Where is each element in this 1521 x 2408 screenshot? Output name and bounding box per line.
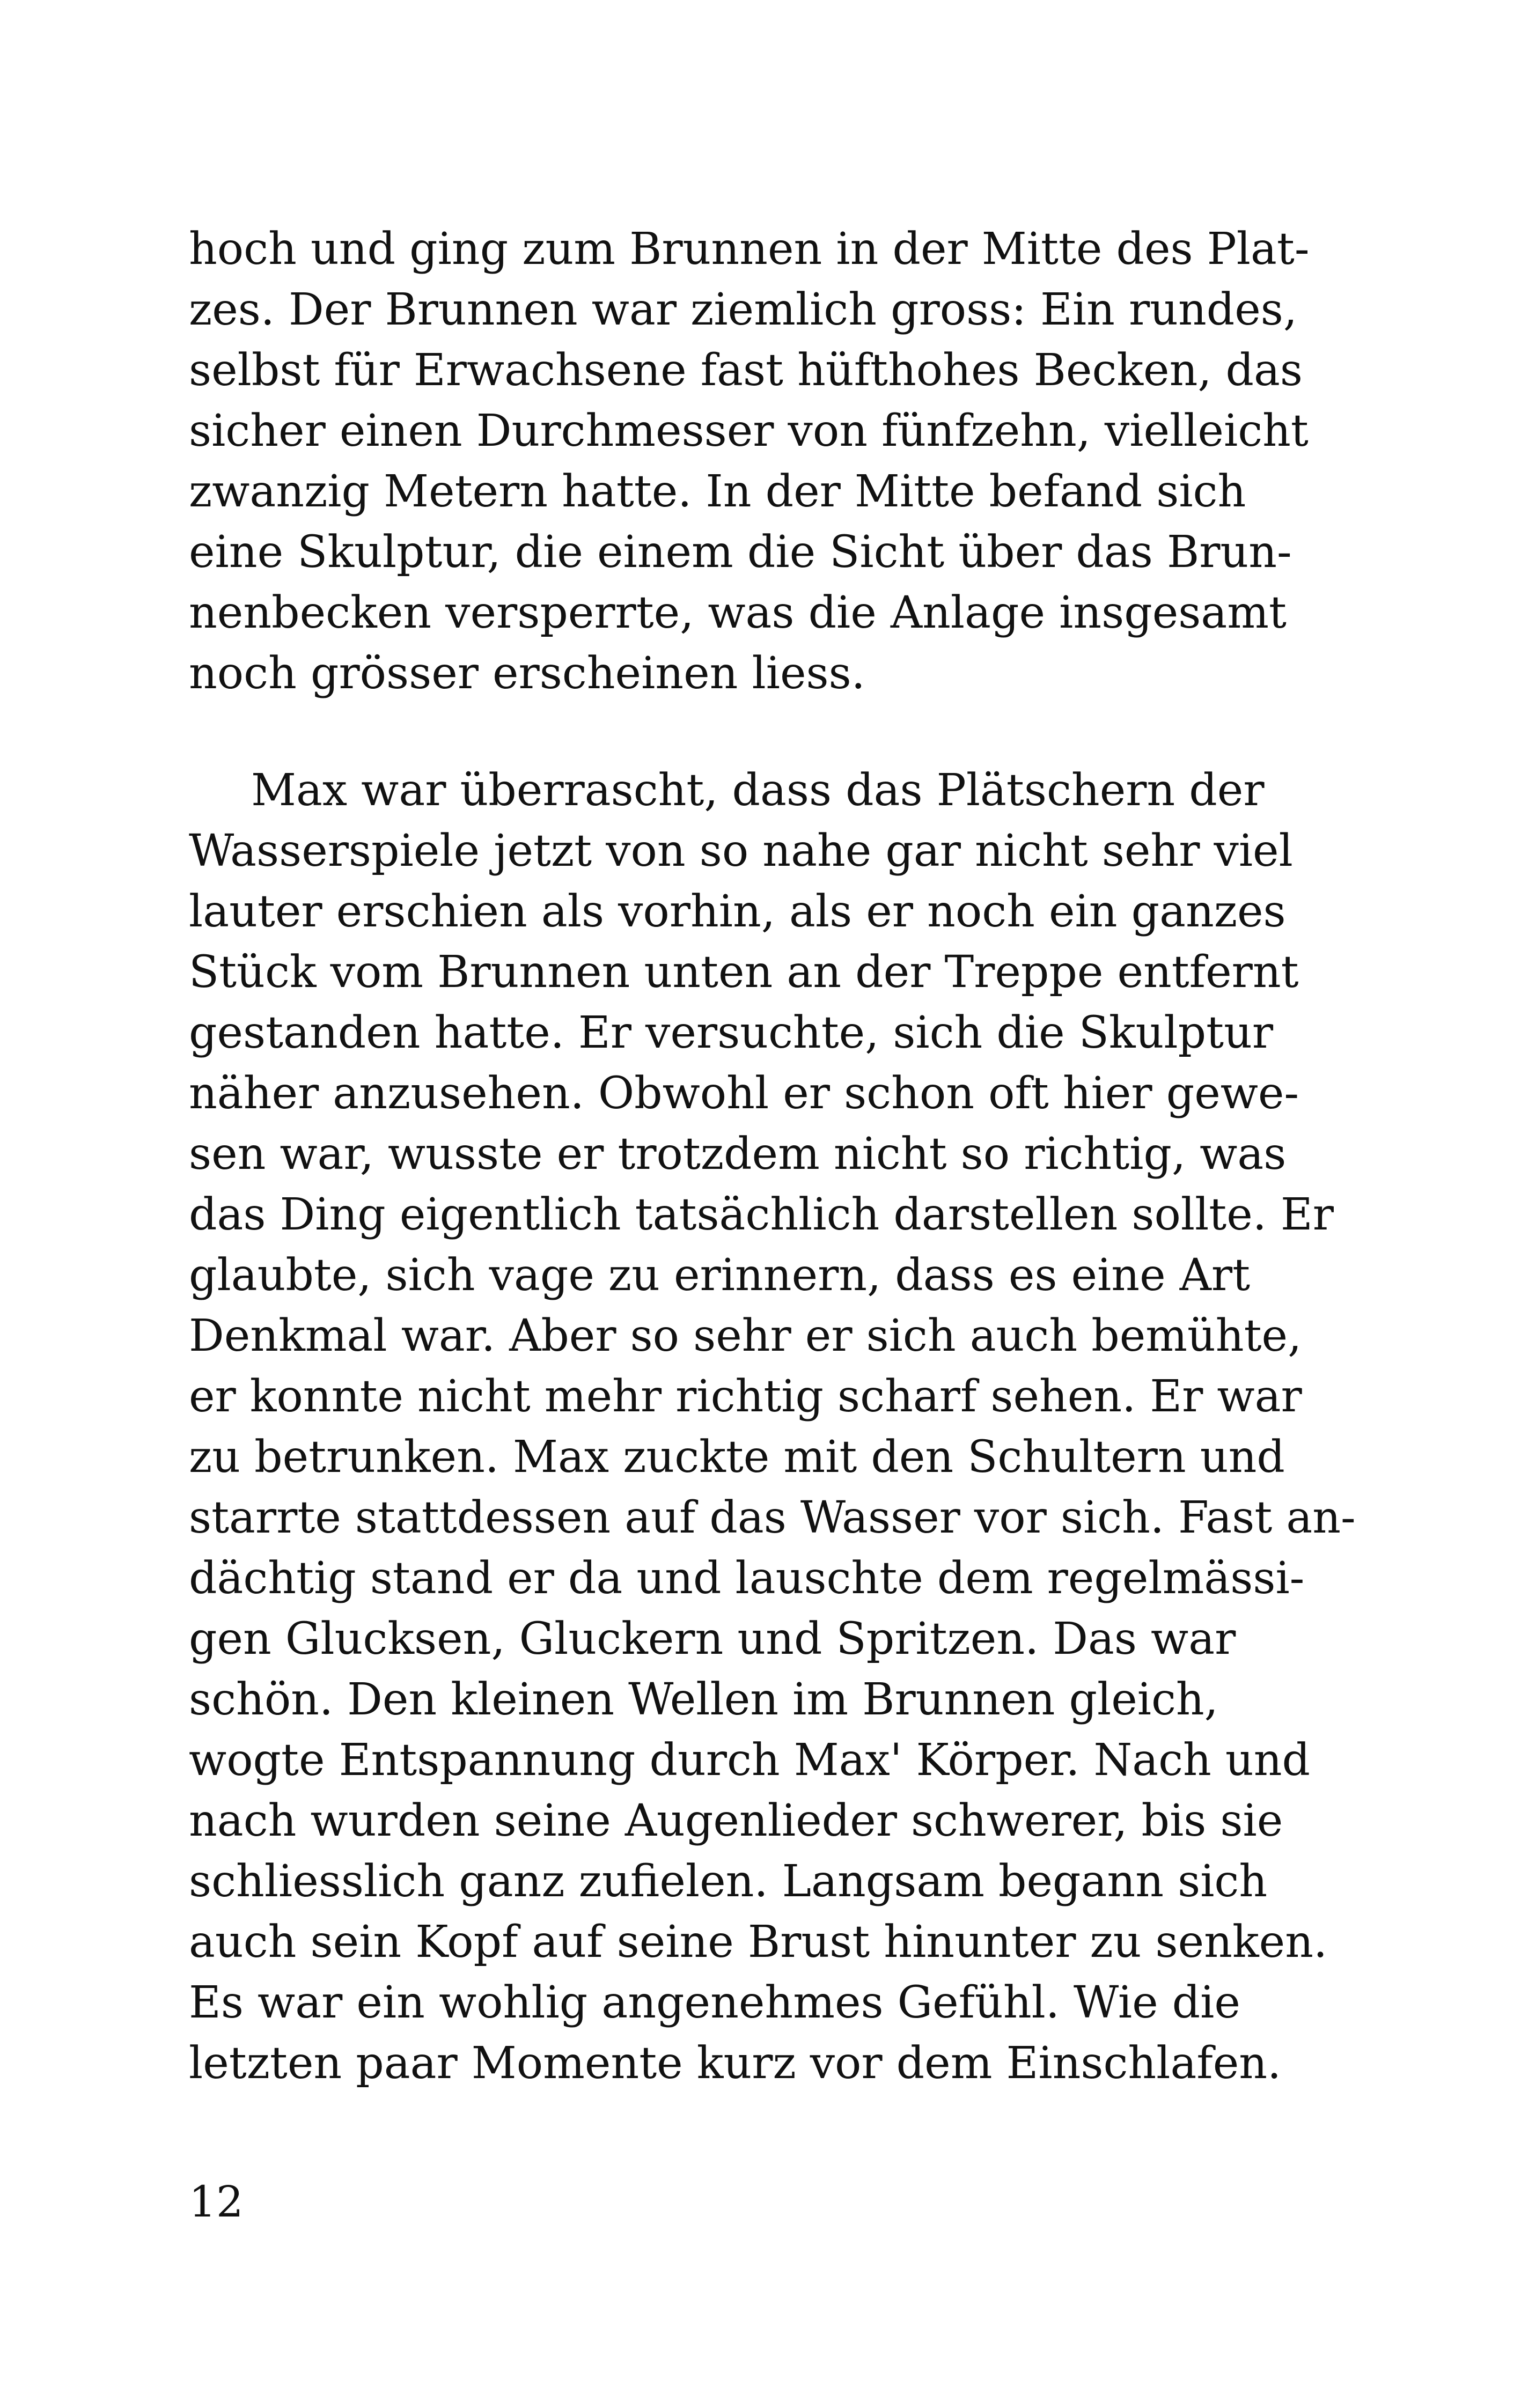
- text-line: lauter erschien als vorhin, als er noch ein ganzes: [189, 886, 1286, 937]
- paragraph-2: [189, 760, 1356, 2094]
- text-line: zu betrunken. Max zuckte mit den Schultern und: [189, 1432, 1285, 1483]
- text-line: letzten paar Momente kurz vor dem Einschlafen.: [189, 2038, 1282, 2089]
- text-line: Stück vom Brunnen unten an der Treppe entfernt: [189, 947, 1299, 998]
- text-line: sen war, wusste er trotzdem nicht so richtig, was: [189, 1129, 1287, 1180]
- paragraph-gap: [189, 704, 1321, 760]
- text-line: noch grösser erscheinen liess.: [189, 648, 865, 699]
- text-line: starrte stattdessen auf das Wasser vor sich. Fast an-: [189, 1492, 1356, 1543]
- text-line: schliesslich ganz zufielen. Langsam begann sich: [189, 1856, 1268, 1907]
- text-line: sicher einen Durchmesser von fünfzehn, vielleicht: [189, 406, 1309, 456]
- text-line: eine Skulptur, die einem die Sicht über das Brun-: [189, 527, 1292, 578]
- body-text: [189, 219, 1356, 2094]
- text-line: Wasserspiele jetzt von so nahe gar nicht sehr viel: [189, 826, 1293, 877]
- page-number: 12: [189, 2177, 244, 2227]
- text-line: zes. Der Brunnen war ziemlich gross: Ein rundes,: [189, 284, 1297, 335]
- text-line: nenbecken versperrte, was die Anlage insgesamt: [189, 587, 1287, 638]
- paragraph-1: [189, 219, 1321, 704]
- text-line: hoch und ging zum Brunnen in der Mitte des Plat-: [189, 224, 1310, 275]
- text-line: schön. Den kleinen Wellen im Brunnen gleich,: [189, 1674, 1218, 1725]
- text-line: näher anzusehen. Obwohl er schon oft hier gewe-: [189, 1068, 1299, 1119]
- text-line: Es war ein wohlig angenehmes Gefühl. Wie die: [189, 1977, 1240, 2028]
- text-line: dächtig stand er da und lauschte dem regelmässi-: [189, 1553, 1305, 1604]
- text-line: er konnte nicht mehr richtig scharf sehen. Er war: [189, 1371, 1302, 1422]
- text-line: selbst für Erwachsene fast hüfthohes Becken, das: [189, 345, 1303, 396]
- text-line: das Ding eigentlich tatsächlich darstellen sollte. Er: [189, 1189, 1334, 1240]
- text-line: zwanzig Metern hatte. In der Mitte befand sich: [189, 466, 1246, 517]
- text-line: gestanden hatte. Er versuchte, sich die Skulptur: [189, 1007, 1274, 1058]
- text-line: wogte Entspannung durch Max' Körper. Nach und: [189, 1735, 1310, 1786]
- text-line: Denkmal war. Aber so sehr er sich auch bemühte,: [189, 1310, 1302, 1361]
- text-line: auch sein Kopf auf seine Brust hinunter zu senken.: [189, 1917, 1328, 1968]
- text-line: gen Glucksen, Gluckern und Spritzen. Das war: [189, 1614, 1236, 1665]
- text-line: Max war überrascht, dass das Plätschern der: [251, 765, 1265, 816]
- text-line: glaubte, sich vage zu erinnern, dass es eine Art: [189, 1250, 1251, 1301]
- text-line: nach wurden seine Augenlieder schwerer, bis sie: [189, 1795, 1283, 1846]
